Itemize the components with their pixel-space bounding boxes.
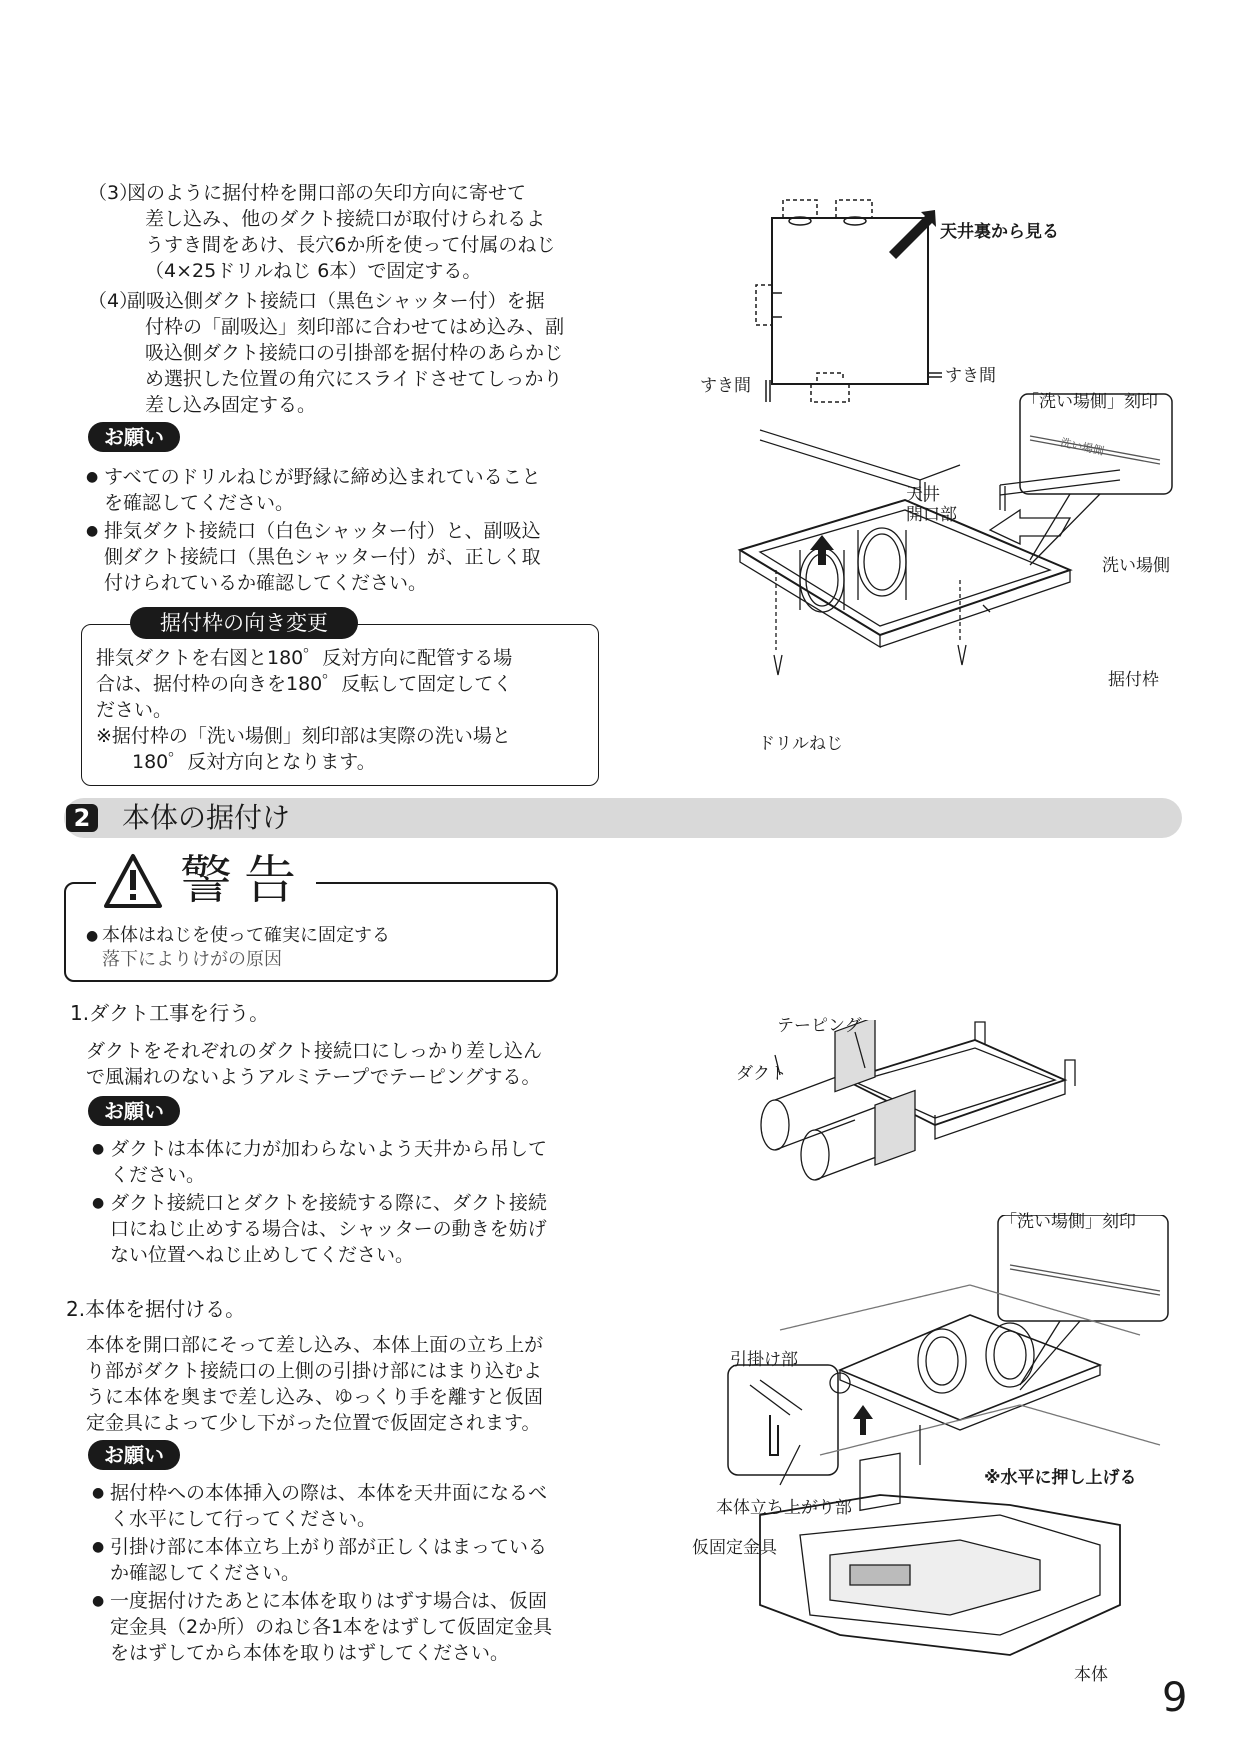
- list-item-line: ください。: [110, 1164, 206, 1186]
- mount-onegai-list: [92, 1480, 612, 1668]
- list-item: [92, 1136, 612, 1188]
- list-item: [92, 1588, 612, 1666]
- label-drill-screw: ドリルねじ: [758, 734, 843, 754]
- step-3-line: 差し込み、他のダクト接続口が取付けられるよ: [145, 208, 546, 230]
- step-3-line: 図のように据付枠を開口部の矢印方向に寄せて: [127, 182, 527, 204]
- list-item-line: ない位置へねじ止めしてください。: [110, 1244, 415, 1266]
- label-hook: 引掛け部: [730, 1350, 798, 1370]
- list-item-line: を確認してください。: [104, 492, 295, 514]
- list-item: [86, 518, 616, 596]
- orientation-change-box: [81, 624, 599, 786]
- list-item-line: く水平にして行ってください。: [110, 1508, 377, 1530]
- list-item-line: ● 引掛け部に本体立ち上がり部が正しくはまっている: [110, 1536, 548, 1558]
- list-item: [92, 1480, 612, 1532]
- duct-line: ダクトをそれぞれのダクト接続口にしっかり差し込ん: [86, 1040, 543, 1062]
- list-item: [92, 1190, 612, 1268]
- figure-frame-install: [700, 390, 1180, 770]
- list-item-line: ● 排気ダクト接続口（白色シャッター付）と、副吸込: [104, 520, 541, 542]
- list-item-line: か確認してください。: [110, 1562, 301, 1584]
- page-number: 9: [1162, 1675, 1188, 1721]
- warning-sub: 落下によりけがの原因: [102, 949, 282, 970]
- warning-item-text: 本体はねじを使って確実に固定する: [102, 925, 390, 946]
- list-item-line: ● 据付枠への本体挿入の際は、本体を天井面になるべ: [110, 1482, 548, 1504]
- step-3: [88, 180, 608, 284]
- label-duct: ダクト: [736, 1064, 787, 1084]
- label-view-from-above: 天井裏から見る: [940, 222, 1059, 242]
- label-ceiling-opening: 開口部: [906, 505, 957, 525]
- mount-text: [86, 1332, 646, 1436]
- mount-line: 本体を開口部にそって差し込み、本体上面の立ち上が: [86, 1334, 544, 1356]
- label-gap-left: すき間: [700, 376, 751, 396]
- warning-heading: [96, 850, 316, 912]
- duct-line: で風漏れのないようアルミテープでテーピングする。: [86, 1066, 541, 1088]
- step-3-line: うすき間をあけ、長穴6か所を使って付属のねじ: [145, 234, 556, 256]
- list-item-line: ● ダクト接続口とダクトを接続する際に、ダクト接続: [110, 1192, 548, 1214]
- onegai-label-duct: お願い: [88, 1096, 180, 1126]
- orientation-line: 排気ダクトを右図と180゜反対方向に配管する場: [96, 647, 513, 669]
- label-frame: 据付枠: [1108, 670, 1159, 690]
- orientation-line: 合は、据付枠の向きを180゜反転して固定してく: [96, 673, 513, 695]
- orientation-note: ※据付枠の「洗い場側」刻印部は実際の洗い場と: [96, 725, 511, 747]
- mount-line: うに本体を奥まで差し込み、ゆっくり手を離すと仮固: [86, 1386, 543, 1408]
- label-push-horizontal: ※水平に押し上げる: [984, 1468, 1137, 1488]
- step-4-number: （4）: [88, 290, 139, 312]
- mount-line: 定金具によって少し下がった位置で仮固定されます。: [86, 1412, 541, 1434]
- step-4-line: 付枠の「副吸込」刻印部に合わせてはめ込み、副: [145, 316, 565, 338]
- label-stamp-wash-side-bottom: 「洗い場側」刻印: [1000, 1212, 1136, 1232]
- list-item-line: ● すべてのドリルねじが野縁に締め込まれていること: [104, 466, 541, 488]
- label-stamp-wash-side-top: 「洗い場側」刻印: [1022, 392, 1158, 412]
- orientation-line: ださい。: [96, 699, 173, 721]
- figure-duct-taping: [735, 1020, 1095, 1220]
- svg-text:洗い場側: 洗い場側: [1059, 436, 1106, 458]
- duct-heading: 1.ダクト工事を行う。: [70, 1001, 270, 1025]
- step-4-line: 吸込側ダクト接続口の引掛部を据付枠のあらかじ: [145, 342, 564, 364]
- step-4-line: 差し込み固定する。: [145, 394, 317, 416]
- step-4: [88, 288, 608, 418]
- onegai-label: お願い: [88, 422, 180, 452]
- list-item-line: 側ダクト接続口（黒色シャッター付）が、正しく取: [104, 546, 541, 568]
- step-3-line: （4×25ドリルねじ 6本）で固定する。: [145, 260, 482, 282]
- list-item: [92, 1534, 612, 1586]
- section-title: 本体の据付け: [122, 801, 291, 834]
- mount-line: り部がダクト接続口の上側の引掛け部にはまり込むよ: [86, 1360, 543, 1382]
- list-item: [86, 464, 616, 516]
- list-item-line: ● ダクトは本体に力が加わらないよう天井から吊して: [110, 1138, 548, 1160]
- list-item-line: 定金具（2か所）のねじ各1本をはずして仮固定金具: [110, 1616, 553, 1638]
- label-body: 本体: [1074, 1665, 1108, 1685]
- step-4-line: め選択した位置の角穴にスライドさせてしっかり: [145, 368, 563, 390]
- label-wash-side: 洗い場側: [1102, 556, 1170, 576]
- section-number-badge: [66, 804, 98, 832]
- label-gap-right: すき間: [945, 366, 996, 386]
- label-body-rise: 本体立ち上がり部: [716, 1498, 852, 1518]
- section-number: 2: [73, 804, 91, 832]
- list-item-line: ● 一度据付けたあとに本体を取りはずす場合は、仮固: [110, 1590, 548, 1612]
- orientation-note: 180゜反対方向となります。: [132, 751, 376, 773]
- warning-title: 警告: [180, 851, 309, 911]
- label-temp-bracket: 仮固定金具: [692, 1538, 777, 1558]
- onegai-label-mount: お願い: [88, 1440, 180, 1470]
- orientation-title: 据付枠の向き変更: [130, 607, 358, 639]
- warning-triangle-icon: [102, 852, 164, 910]
- mount-heading: 2.本体を据付ける。: [66, 1297, 246, 1321]
- duct-text: [86, 1038, 626, 1090]
- duct-onegai-list: [92, 1136, 612, 1270]
- label-ceiling-opening: 天井: [906, 485, 940, 505]
- warning-item: ● 本体はねじを使って確実に固定する: [86, 925, 390, 946]
- figure-body-mount: [720, 1215, 1180, 1675]
- step-3-number: （3）: [88, 182, 139, 204]
- list-item-line: 口にねじ止めする場合は、シャッターの動きを妨げ: [110, 1218, 547, 1240]
- list-item-line: 付けられているか確認してください。: [104, 572, 428, 594]
- onegai-list: [86, 464, 616, 598]
- step-4-line: 副吸込側ダクト接続口（黒色シャッター付）を据: [127, 290, 545, 312]
- list-item-line: をはずしてから本体を取りはずしてください。: [110, 1642, 510, 1664]
- label-taping: テーピング: [777, 1016, 862, 1036]
